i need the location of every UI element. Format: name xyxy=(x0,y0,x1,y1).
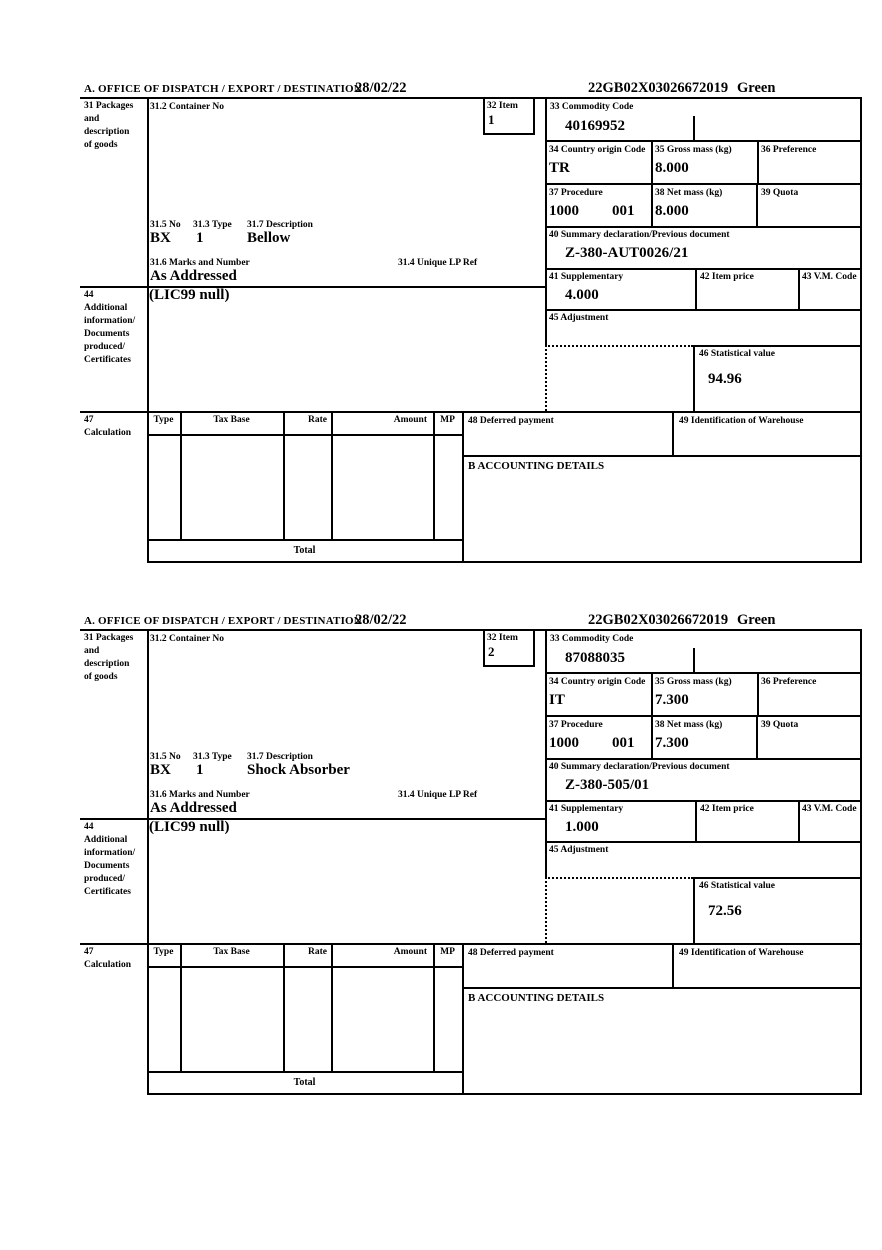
box44-label-line: Documents xyxy=(84,861,130,871)
box31-label-line: of goods xyxy=(84,140,118,150)
commodity-code-separator-line xyxy=(693,648,695,672)
box45-label: 45 Adjustment xyxy=(549,313,609,323)
commodity-code-value: 40169952 xyxy=(565,118,625,134)
box47-label-line: Calculation xyxy=(84,960,131,970)
divider-line xyxy=(757,140,759,183)
box31-2-label: 31.2 Container No xyxy=(150,634,224,644)
mp-column-header: MP xyxy=(440,415,455,425)
additional-info-value: (LIC99 null) xyxy=(149,819,230,835)
divider-line xyxy=(545,183,862,185)
box31-label-line: and xyxy=(84,114,100,124)
divider-line xyxy=(147,629,149,1093)
divider-line xyxy=(672,943,674,987)
dotted-divider-line xyxy=(545,345,547,411)
divider-line xyxy=(860,629,862,1093)
mp-column-header: MP xyxy=(440,947,455,957)
box31-5-label: 31.5 No xyxy=(150,220,181,230)
box40-label: 40 Summary declaration/Previous document xyxy=(549,762,730,772)
statistical-value-value: 94.96 xyxy=(708,371,742,387)
divider-line xyxy=(672,411,674,455)
box31-4-label: 31.4 Unique LP Ref xyxy=(398,790,478,800)
divider-line xyxy=(147,97,149,561)
package-type-value: 1 xyxy=(196,762,204,778)
box44-label-line: Additional xyxy=(84,835,128,845)
box35-label: 35 Gross mass (kg) xyxy=(655,145,732,155)
box44-label-line: produced/ xyxy=(84,342,126,352)
divider-line xyxy=(545,629,547,877)
divider-line xyxy=(462,411,464,561)
procedure-code-value: 1000 xyxy=(549,203,579,219)
divider-line xyxy=(545,97,547,345)
box31-6-label: 31.6 Marks and Number xyxy=(150,790,250,800)
divider-line xyxy=(693,877,695,943)
declaration-item-block xyxy=(0,80,882,562)
procedure-code-value: 1000 xyxy=(549,735,579,751)
divider-line xyxy=(331,411,333,539)
divider-line xyxy=(147,539,462,541)
box45-label: 45 Adjustment xyxy=(549,845,609,855)
box31-3-label: 31.3 Type xyxy=(193,220,232,230)
amount-column-header: Amount xyxy=(393,947,427,957)
divider-line xyxy=(695,800,697,841)
box47-label-line: 47 xyxy=(84,947,94,957)
divider-line xyxy=(545,672,862,674)
previous-document-value: Z-380-AUT0026/21 xyxy=(565,245,689,261)
divider-line xyxy=(651,672,653,715)
divider-line xyxy=(483,629,485,665)
divider-line xyxy=(483,133,535,135)
net-mass-value: 8.000 xyxy=(655,203,689,219)
net-mass-value: 7.300 xyxy=(655,735,689,751)
box31-label-line: and xyxy=(84,646,100,656)
divider-line xyxy=(545,268,862,270)
box37-label: 37 Procedure xyxy=(549,720,603,730)
supplementary-units-value: 4.000 xyxy=(565,287,599,303)
box31-label-line: description xyxy=(84,659,130,669)
box47-label-line: Calculation xyxy=(84,428,131,438)
box36-label: 36 Preference xyxy=(761,145,817,155)
divider-line xyxy=(462,455,862,457)
divider-line xyxy=(80,97,862,99)
box36-label: 36 Preference xyxy=(761,677,817,687)
marks-value: As Addressed xyxy=(150,800,237,816)
divider-line xyxy=(545,226,862,228)
routing-status: Green xyxy=(737,80,776,96)
acceptance-date: 28/02/22 xyxy=(355,612,407,628)
acceptance-date: 28/02/22 xyxy=(355,80,407,96)
accounting-details-label: B ACCOUNTING DETAILS xyxy=(468,460,605,472)
mrn-value: 22GB02X03026672019 xyxy=(588,80,729,96)
supplementary-units-value: 1.000 xyxy=(565,819,599,835)
box34-label: 34 Country origin Code xyxy=(549,677,646,687)
divider-line xyxy=(545,309,862,311)
item-number-value: 2 xyxy=(488,644,495,659)
commodity-code-separator-line xyxy=(693,116,695,140)
divider-line xyxy=(80,629,862,631)
box31-label-line: 31 Packages xyxy=(84,101,134,111)
divider-line xyxy=(693,345,862,347)
box31-6-label: 31.6 Marks and Number xyxy=(150,258,250,268)
divider-line xyxy=(483,97,485,133)
origin-code-value: TR xyxy=(549,160,570,176)
routing-status: Green xyxy=(737,612,776,628)
origin-code-value: IT xyxy=(549,692,565,708)
amount-column-header: Amount xyxy=(393,415,427,425)
divider-line xyxy=(545,758,862,760)
box38-label: 38 Net mass (kg) xyxy=(655,188,723,198)
box41-label: 41 Supplementary xyxy=(549,804,624,814)
box48-label: 48 Deferred payment xyxy=(468,416,554,426)
divider-line xyxy=(462,987,862,989)
box32-label: 32 Item xyxy=(487,633,518,643)
box32-label: 32 Item xyxy=(487,101,518,111)
divider-line xyxy=(651,715,653,758)
box44-label-line: Certificates xyxy=(84,887,131,897)
box44-label-line: 44 xyxy=(84,290,94,300)
box42-label: 42 Item price xyxy=(700,804,754,814)
box31-label-line: description xyxy=(84,127,130,137)
box37-label: 37 Procedure xyxy=(549,188,603,198)
dotted-divider-line xyxy=(545,345,693,347)
box44-label-line: information/ xyxy=(84,316,136,326)
package-count-value: BX xyxy=(150,762,171,778)
box49-label: 49 Identification of Warehouse xyxy=(679,416,804,426)
divider-line xyxy=(283,943,285,1071)
divider-line xyxy=(80,411,862,413)
divider-line xyxy=(462,943,464,1093)
divider-line xyxy=(433,411,435,539)
package-count-value: BX xyxy=(150,230,171,246)
box31-label-line: of goods xyxy=(84,672,118,682)
total-label: Total xyxy=(293,1077,316,1088)
divider-line xyxy=(798,268,800,309)
procedure-code-2-value: 001 xyxy=(612,203,635,219)
package-type-value: 1 xyxy=(196,230,204,246)
box31-2-label: 31.2 Container No xyxy=(150,102,224,112)
box31-label-line: 31 Packages xyxy=(84,633,134,643)
divider-line xyxy=(756,715,758,758)
accounting-details-label: B ACCOUNTING DETAILS xyxy=(468,992,605,1004)
rate-column-header: Rate xyxy=(308,415,327,425)
tax-type-column-header: Type xyxy=(153,415,174,425)
divider-line xyxy=(756,183,758,226)
tax-type-column-header: Type xyxy=(153,947,174,957)
divider-line xyxy=(147,1071,462,1073)
box31-4-label: 31.4 Unique LP Ref xyxy=(398,258,478,268)
box31-7-label: 31.7 Description xyxy=(247,752,313,762)
declaration-item-block xyxy=(0,612,882,1094)
divider-line xyxy=(695,268,697,309)
tax-base-column-header: Tax Base xyxy=(213,947,250,957)
box31-5-label: 31.5 No xyxy=(150,752,181,762)
office-of-dispatch-label: A. OFFICE OF DISPATCH / EXPORT / DESTINATION xyxy=(84,615,362,627)
box40-label: 40 Summary declaration/Previous document xyxy=(549,230,730,240)
divider-line xyxy=(545,715,862,717)
additional-info-value: (LIC99 null) xyxy=(149,287,230,303)
divider-line xyxy=(433,943,435,1071)
divider-line xyxy=(533,629,535,667)
divider-line xyxy=(693,877,862,879)
box44-label-line: Certificates xyxy=(84,355,131,365)
divider-line xyxy=(180,943,182,1071)
divider-line xyxy=(545,140,862,142)
commodity-code-value: 87088035 xyxy=(565,650,625,666)
rate-column-header: Rate xyxy=(308,947,327,957)
divider-line xyxy=(693,345,695,411)
box43-label: 43 V.M. Code xyxy=(802,804,857,814)
gross-mass-value: 7.300 xyxy=(655,692,689,708)
box33-label: 33 Commodity Code xyxy=(550,102,634,112)
goods-description-value: Bellow xyxy=(247,230,291,246)
box39-label: 39 Quota xyxy=(761,720,799,730)
divider-line xyxy=(757,672,759,715)
divider-line xyxy=(533,97,535,135)
divider-line xyxy=(860,97,862,561)
statistical-value-value: 72.56 xyxy=(708,903,742,919)
mrn-value: 22GB02X03026672019 xyxy=(588,612,729,628)
divider-line xyxy=(147,966,462,968)
box31-7-label: 31.7 Description xyxy=(247,220,313,230)
box31-3-label: 31.3 Type xyxy=(193,752,232,762)
box43-label: 43 V.M. Code xyxy=(802,272,857,282)
item-number-value: 1 xyxy=(488,112,495,127)
gross-mass-value: 8.000 xyxy=(655,160,689,176)
box44-label-line: 44 xyxy=(84,822,94,832)
dotted-divider-line xyxy=(545,877,547,943)
office-of-dispatch-label: A. OFFICE OF DISPATCH / EXPORT / DESTINATION xyxy=(84,83,362,95)
box35-label: 35 Gross mass (kg) xyxy=(655,677,732,687)
divider-line xyxy=(147,561,862,563)
box39-label: 39 Quota xyxy=(761,188,799,198)
box44-label-line: Additional xyxy=(84,303,128,313)
divider-line xyxy=(798,800,800,841)
divider-line xyxy=(545,800,862,802)
divider-line xyxy=(80,943,862,945)
goods-description-value: Shock Absorber xyxy=(247,762,350,778)
box42-label: 42 Item price xyxy=(700,272,754,282)
divider-line xyxy=(180,411,182,539)
divider-line xyxy=(545,841,862,843)
box46-label: 46 Statistical value xyxy=(699,349,775,359)
marks-value: As Addressed xyxy=(150,268,237,284)
divider-line xyxy=(331,943,333,1071)
box33-label: 33 Commodity Code xyxy=(550,634,634,644)
box34-label: 34 Country origin Code xyxy=(549,145,646,155)
previous-document-value: Z-380-505/01 xyxy=(565,777,650,793)
dotted-divider-line xyxy=(545,877,693,879)
box41-label: 41 Supplementary xyxy=(549,272,624,282)
box44-label-line: Documents xyxy=(84,329,130,339)
divider-line xyxy=(651,140,653,183)
box44-label-line: produced/ xyxy=(84,874,126,884)
divider-line xyxy=(651,183,653,226)
box38-label: 38 Net mass (kg) xyxy=(655,720,723,730)
tax-base-column-header: Tax Base xyxy=(213,415,250,425)
box48-label: 48 Deferred payment xyxy=(468,948,554,958)
divider-line xyxy=(147,1093,862,1095)
box44-label-line: information/ xyxy=(84,848,136,858)
divider-line xyxy=(147,434,462,436)
box46-label: 46 Statistical value xyxy=(699,881,775,891)
total-label: Total xyxy=(293,545,316,556)
box49-label: 49 Identification of Warehouse xyxy=(679,948,804,958)
box47-label-line: 47 xyxy=(84,415,94,425)
divider-line xyxy=(483,665,535,667)
divider-line xyxy=(283,411,285,539)
procedure-code-2-value: 001 xyxy=(612,735,635,751)
